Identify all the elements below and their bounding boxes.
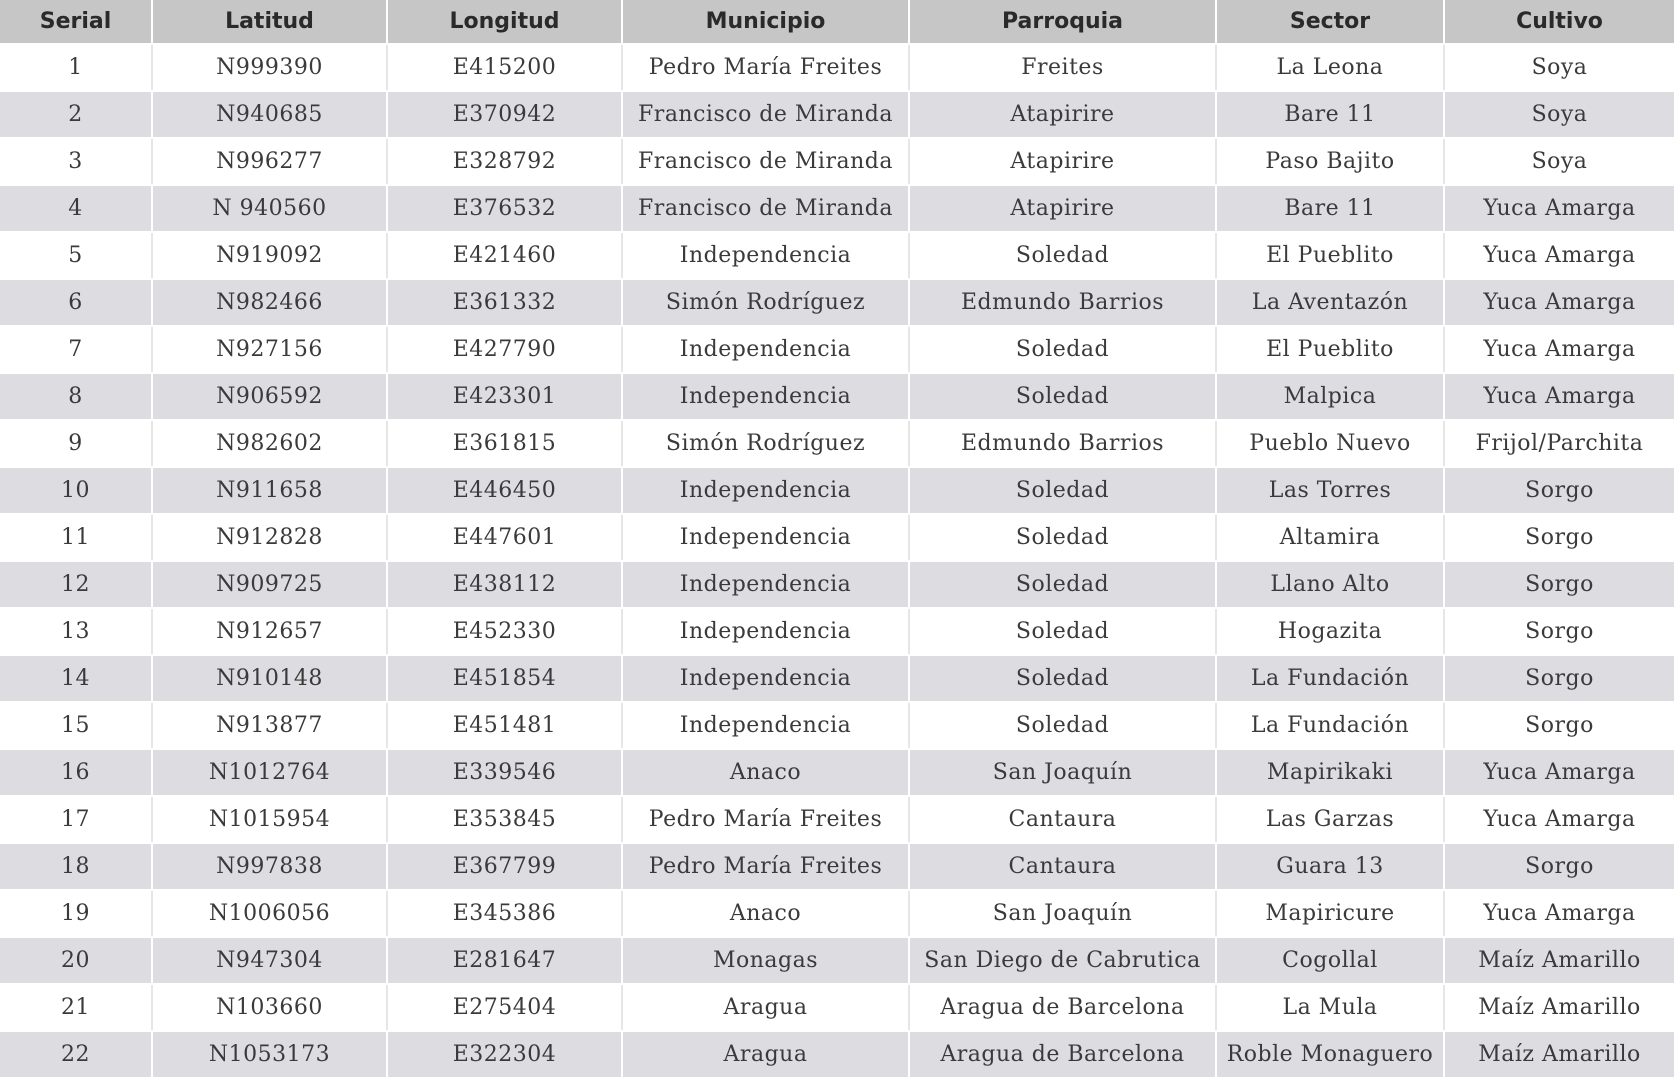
cell-latitud: N997838 — [152, 843, 387, 890]
cell-municipio: Monagas — [622, 937, 909, 984]
cell-latitud: N1053173 — [152, 1031, 387, 1078]
cell-sector: Las Garzas — [1216, 796, 1444, 843]
table-body — [0, 44, 1674, 1078]
cell-sector: Paso Bajito — [1216, 138, 1444, 185]
cell-parroquia: San Diego de Cabrutica — [909, 937, 1216, 984]
cell-sector: Bare 11 — [1216, 91, 1444, 138]
cell-parroquia: Soledad — [909, 326, 1216, 373]
cell-longitud: E361332 — [387, 279, 622, 326]
cell-sector: Hogazita — [1216, 608, 1444, 655]
cell-municipio: Pedro María Freites — [622, 44, 909, 91]
cell-latitud: N103660 — [152, 984, 387, 1031]
header-sector: Sector — [1216, 0, 1444, 44]
cell-cultivo: Yuca Amarga — [1444, 796, 1674, 843]
cell-cultivo: Sorgo — [1444, 843, 1674, 890]
cell-municipio: Francisco de Miranda — [622, 138, 909, 185]
cell-serial: 2 — [0, 91, 152, 138]
table-row — [0, 232, 1674, 279]
cell-parroquia: Soledad — [909, 467, 1216, 514]
cell-serial: 9 — [0, 420, 152, 467]
cell-sector: El Pueblito — [1216, 232, 1444, 279]
cell-cultivo: Yuca Amarga — [1444, 185, 1674, 232]
table-row — [0, 467, 1674, 514]
cell-municipio: Independencia — [622, 655, 909, 702]
cell-sector: Llano Alto — [1216, 561, 1444, 608]
cell-cultivo: Yuca Amarga — [1444, 890, 1674, 937]
cell-latitud: N910148 — [152, 655, 387, 702]
table-row — [0, 984, 1674, 1031]
cell-cultivo: Maíz Amarillo — [1444, 1031, 1674, 1078]
cell-longitud: E451481 — [387, 702, 622, 749]
cell-latitud: N947304 — [152, 937, 387, 984]
cell-cultivo: Maíz Amarillo — [1444, 984, 1674, 1031]
cell-sector: Altamira — [1216, 514, 1444, 561]
header-latitud: Latitud — [152, 0, 387, 44]
cell-serial: 1 — [0, 44, 152, 91]
cell-latitud: N913877 — [152, 702, 387, 749]
cell-parroquia: Aragua de Barcelona — [909, 984, 1216, 1031]
cell-cultivo: Yuca Amarga — [1444, 749, 1674, 796]
cell-parroquia: Soledad — [909, 655, 1216, 702]
cell-municipio: Independencia — [622, 561, 909, 608]
cell-cultivo: Sorgo — [1444, 655, 1674, 702]
cell-latitud: N999390 — [152, 44, 387, 91]
cell-sector: El Pueblito — [1216, 326, 1444, 373]
cell-parroquia: Soledad — [909, 702, 1216, 749]
cell-parroquia: Soledad — [909, 514, 1216, 561]
cell-cultivo: Yuca Amarga — [1444, 373, 1674, 420]
table-row — [0, 185, 1674, 232]
header-row — [0, 0, 1674, 44]
cell-cultivo: Yuca Amarga — [1444, 326, 1674, 373]
table-row — [0, 514, 1674, 561]
table-header — [0, 0, 1674, 44]
table-row — [0, 561, 1674, 608]
cell-municipio: Independencia — [622, 232, 909, 279]
header-parroquia: Parroquia — [909, 0, 1216, 44]
cell-longitud: E353845 — [387, 796, 622, 843]
table-row — [0, 890, 1674, 937]
table-row — [0, 937, 1674, 984]
cell-sector: Roble Monaguero — [1216, 1031, 1444, 1078]
table-row — [0, 420, 1674, 467]
header-serial: Serial — [0, 0, 152, 44]
cell-sector: La Fundación — [1216, 702, 1444, 749]
cell-municipio: Independencia — [622, 326, 909, 373]
cell-cultivo: Soya — [1444, 44, 1674, 91]
cell-latitud: N982602 — [152, 420, 387, 467]
header-longitud: Longitud — [387, 0, 622, 44]
cell-parroquia: Edmundo Barrios — [909, 420, 1216, 467]
cell-municipio: Independencia — [622, 514, 909, 561]
cell-cultivo: Sorgo — [1444, 608, 1674, 655]
table-row — [0, 749, 1674, 796]
table-row — [0, 843, 1674, 890]
cell-serial: 21 — [0, 984, 152, 1031]
cell-serial: 22 — [0, 1031, 152, 1078]
cell-longitud: E427790 — [387, 326, 622, 373]
cell-sector: La Mula — [1216, 984, 1444, 1031]
table-row — [0, 138, 1674, 185]
cell-latitud: N982466 — [152, 279, 387, 326]
cell-longitud: E322304 — [387, 1031, 622, 1078]
cell-serial: 17 — [0, 796, 152, 843]
cell-serial: 6 — [0, 279, 152, 326]
cell-latitud: N940685 — [152, 91, 387, 138]
cell-sector: Guara 13 — [1216, 843, 1444, 890]
table-row — [0, 44, 1674, 91]
cell-serial: 5 — [0, 232, 152, 279]
cell-longitud: E447601 — [387, 514, 622, 561]
cell-latitud: N1015954 — [152, 796, 387, 843]
table-row — [0, 608, 1674, 655]
cell-municipio: Independencia — [622, 467, 909, 514]
cell-serial: 3 — [0, 138, 152, 185]
cell-cultivo: Soya — [1444, 91, 1674, 138]
cell-longitud: E438112 — [387, 561, 622, 608]
cell-cultivo: Maíz Amarillo — [1444, 937, 1674, 984]
cell-serial: 14 — [0, 655, 152, 702]
cell-latitud: N911658 — [152, 467, 387, 514]
cell-parroquia: Soledad — [909, 561, 1216, 608]
table-row — [0, 326, 1674, 373]
cell-parroquia: Cantaura — [909, 843, 1216, 890]
cell-municipio: Pedro María Freites — [622, 843, 909, 890]
cell-municipio: Aragua — [622, 1031, 909, 1078]
cell-latitud: N919092 — [152, 232, 387, 279]
cell-municipio: Independencia — [622, 702, 909, 749]
cell-cultivo: Sorgo — [1444, 467, 1674, 514]
cell-latitud: N996277 — [152, 138, 387, 185]
cell-sector: Mapirikaki — [1216, 749, 1444, 796]
cell-parroquia: Soledad — [909, 608, 1216, 655]
cell-latitud: N906592 — [152, 373, 387, 420]
cell-latitud: N912828 — [152, 514, 387, 561]
cell-municipio: Simón Rodríguez — [622, 420, 909, 467]
cell-serial: 10 — [0, 467, 152, 514]
cell-serial: 4 — [0, 185, 152, 232]
cell-longitud: E451854 — [387, 655, 622, 702]
table-row — [0, 91, 1674, 138]
cell-longitud: E415200 — [387, 44, 622, 91]
cell-longitud: E452330 — [387, 608, 622, 655]
cell-municipio: Aragua — [622, 984, 909, 1031]
cell-cultivo: Yuca Amarga — [1444, 279, 1674, 326]
cell-serial: 19 — [0, 890, 152, 937]
cell-longitud: E339546 — [387, 749, 622, 796]
cell-longitud: E370942 — [387, 91, 622, 138]
cell-serial: 8 — [0, 373, 152, 420]
cell-cultivo: Yuca Amarga — [1444, 232, 1674, 279]
table-row — [0, 373, 1674, 420]
cell-sector: Cogollal — [1216, 937, 1444, 984]
cell-latitud: N1012764 — [152, 749, 387, 796]
cell-parroquia: Freites — [909, 44, 1216, 91]
cell-latitud: N909725 — [152, 561, 387, 608]
cell-longitud: E423301 — [387, 373, 622, 420]
cell-municipio: Anaco — [622, 890, 909, 937]
cell-serial: 11 — [0, 514, 152, 561]
cell-parroquia: San Joaquín — [909, 890, 1216, 937]
cell-parroquia: Edmundo Barrios — [909, 279, 1216, 326]
cell-parroquia: Atapirire — [909, 91, 1216, 138]
cell-cultivo: Sorgo — [1444, 514, 1674, 561]
cell-cultivo: Soya — [1444, 138, 1674, 185]
cell-parroquia: Atapirire — [909, 138, 1216, 185]
cell-serial: 16 — [0, 749, 152, 796]
cell-parroquia: Cantaura — [909, 796, 1216, 843]
cell-serial: 20 — [0, 937, 152, 984]
cell-sector: La Aventazón — [1216, 279, 1444, 326]
cell-parroquia: Soledad — [909, 373, 1216, 420]
table-row — [0, 279, 1674, 326]
header-municipio: Municipio — [622, 0, 909, 44]
cell-sector: Mapiricure — [1216, 890, 1444, 937]
cell-parroquia: Aragua de Barcelona — [909, 1031, 1216, 1078]
cell-latitud: N1006056 — [152, 890, 387, 937]
cell-longitud: E421460 — [387, 232, 622, 279]
cell-longitud: E367799 — [387, 843, 622, 890]
cell-cultivo: Sorgo — [1444, 702, 1674, 749]
cell-longitud: E328792 — [387, 138, 622, 185]
cell-municipio: Francisco de Miranda — [622, 91, 909, 138]
cell-serial: 13 — [0, 608, 152, 655]
cell-latitud: N927156 — [152, 326, 387, 373]
cell-longitud: E345386 — [387, 890, 622, 937]
cell-municipio: Francisco de Miranda — [622, 185, 909, 232]
cell-longitud: E361815 — [387, 420, 622, 467]
cell-sector: Las Torres — [1216, 467, 1444, 514]
cell-sector: La Leona — [1216, 44, 1444, 91]
cell-municipio: Simón Rodríguez — [622, 279, 909, 326]
cell-serial: 12 — [0, 561, 152, 608]
table-row — [0, 655, 1674, 702]
cell-serial: 15 — [0, 702, 152, 749]
cell-cultivo: Sorgo — [1444, 561, 1674, 608]
cell-municipio: Pedro María Freites — [622, 796, 909, 843]
cell-longitud: E275404 — [387, 984, 622, 1031]
cell-longitud: E446450 — [387, 467, 622, 514]
cell-municipio: Independencia — [622, 608, 909, 655]
table-row — [0, 796, 1674, 843]
cell-sector: La Fundación — [1216, 655, 1444, 702]
table-row — [0, 702, 1674, 749]
cell-longitud: E281647 — [387, 937, 622, 984]
cell-sector: Malpica — [1216, 373, 1444, 420]
cell-municipio: Independencia — [622, 373, 909, 420]
cell-serial: 18 — [0, 843, 152, 890]
cell-serial: 7 — [0, 326, 152, 373]
header-cultivo: Cultivo — [1444, 0, 1674, 44]
cell-latitud: N 940560 — [152, 185, 387, 232]
cell-longitud: E376532 — [387, 185, 622, 232]
cell-sector: Pueblo Nuevo — [1216, 420, 1444, 467]
cell-municipio: Anaco — [622, 749, 909, 796]
table-row — [0, 1031, 1674, 1078]
cell-sector: Bare 11 — [1216, 185, 1444, 232]
cell-parroquia: Atapirire — [909, 185, 1216, 232]
cell-parroquia: San Joaquín — [909, 749, 1216, 796]
cell-cultivo: Frijol/Parchita — [1444, 420, 1674, 467]
cell-parroquia: Soledad — [909, 232, 1216, 279]
cell-latitud: N912657 — [152, 608, 387, 655]
